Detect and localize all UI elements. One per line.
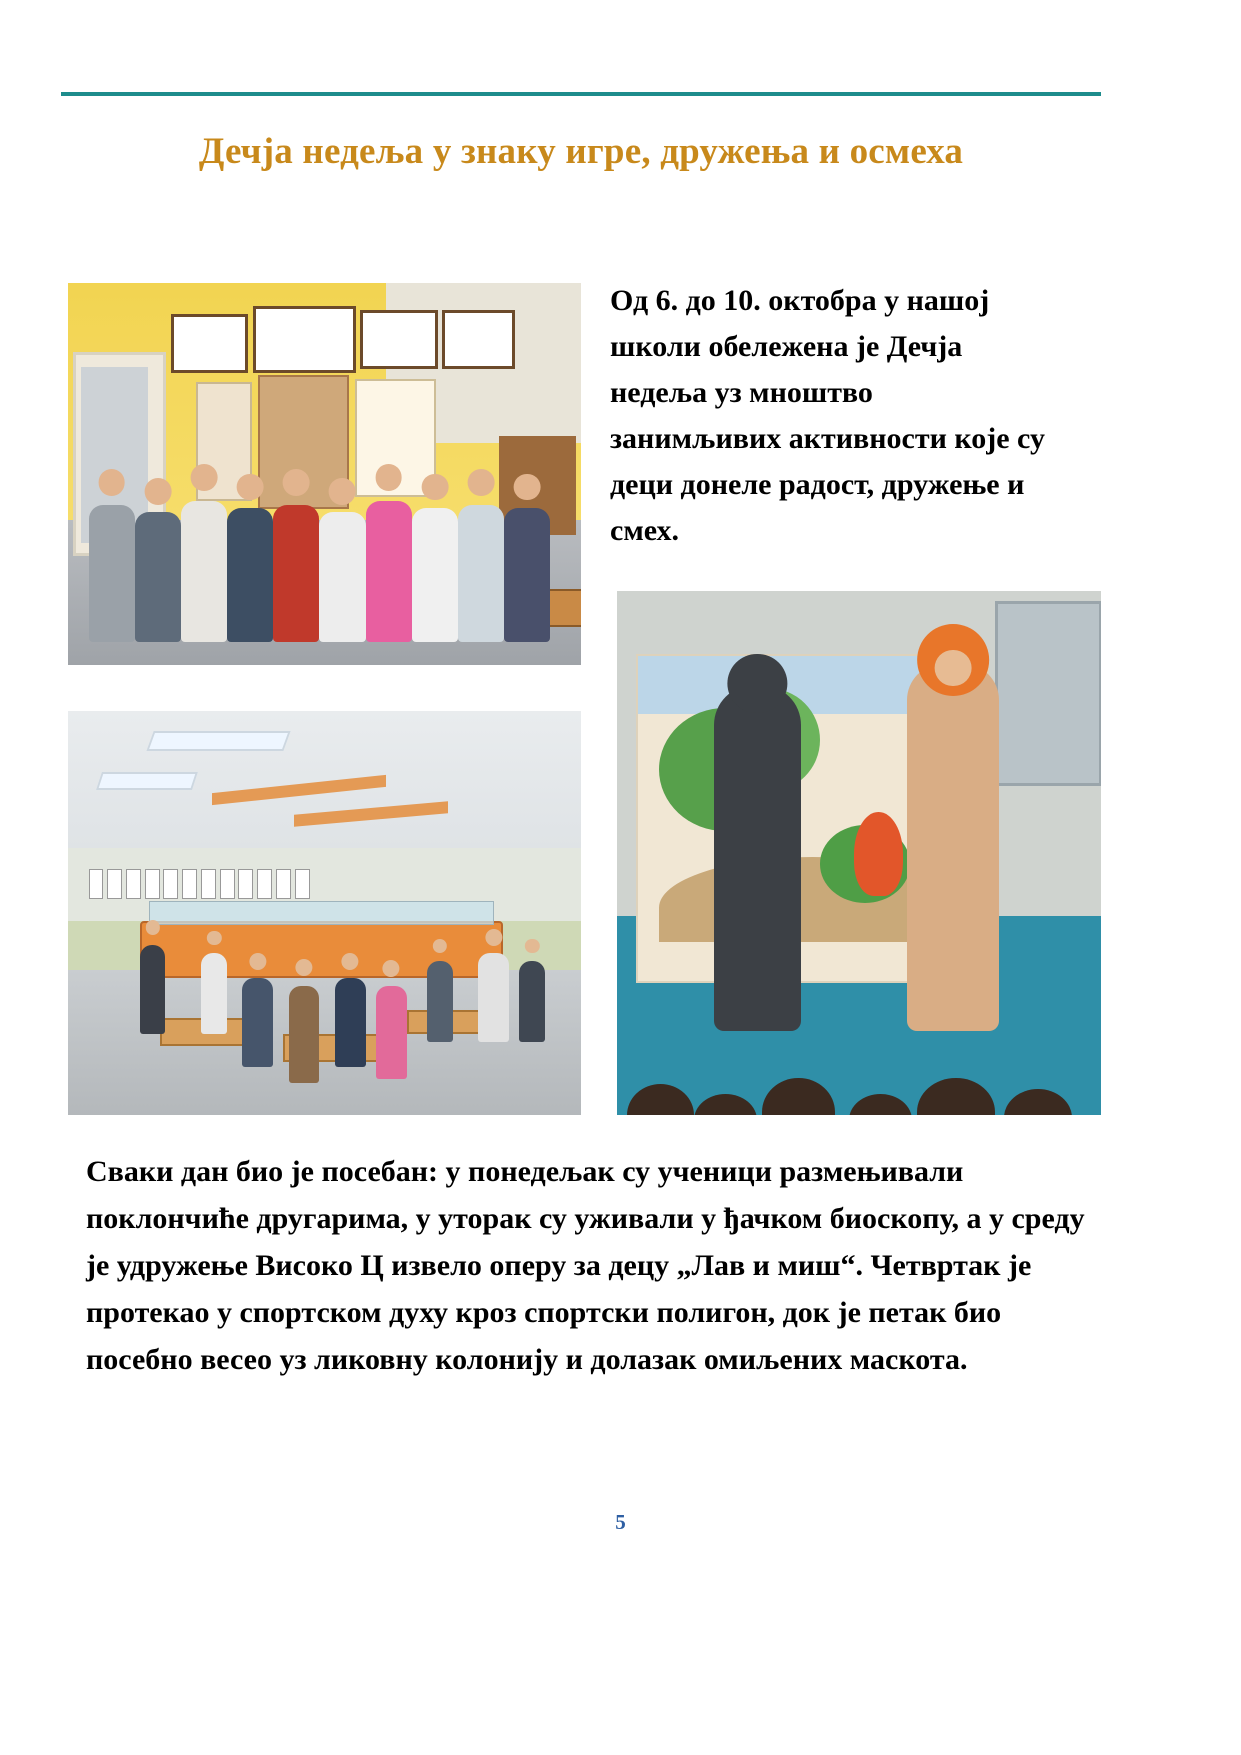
canteen-photo <box>68 711 581 1115</box>
page-title: Дечја недеља у знаку игре, дружења и осмеха <box>198 131 964 172</box>
classroom-photo <box>68 283 581 665</box>
main-paragraph: Сваки дан био је посебан: у понедељак су ученици размењивали поклончиће другарима, у уторак су уживали у ђачком биоскопу, а у среду је удружење Високо Ц извело оперу за децу „Лав и миш“. Четвртак је протекао у спортском духу кроз спортски полигон, док је петак био посебно весео уз ликовну колонију и долазак омиљених маскота. <box>86 1155 1085 1376</box>
intro-paragraph: Од 6. до 10. октобра у нашој школи обележена је Дечја недеља уз мноштво занимљивих активности које су деци донеле радост, дружење и смех. <box>610 284 1045 547</box>
opera-photo <box>617 591 1101 1115</box>
page-number: 5 <box>615 1510 626 1534</box>
header-divider <box>61 92 1101 96</box>
